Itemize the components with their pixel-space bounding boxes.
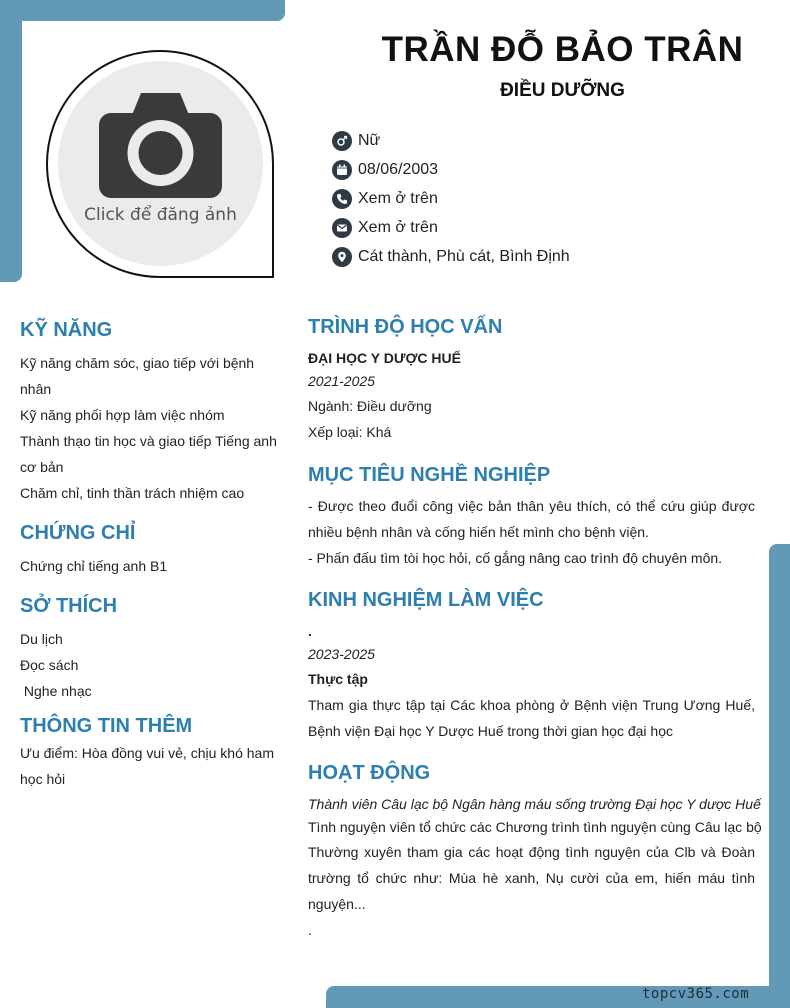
decor-bar-right xyxy=(769,544,790,1008)
photo-upload-label[interactable]: Click để đăng ảnh xyxy=(84,205,237,225)
email-icon xyxy=(332,218,352,238)
activity-role: Tình nguyện viên tổ chức các Chương trình tình nguyện cùng Câu lạc bộ xyxy=(308,819,762,835)
experience-period: 2023-2025 xyxy=(308,646,375,662)
experience-company: . xyxy=(308,623,312,639)
extra-info-heading: THÔNG TIN THÊM xyxy=(20,715,193,737)
skill-item: Kỹ năng phối hợp làm việc nhóm xyxy=(20,407,225,423)
certificate-item: Chứng chỉ tiếng anh B1 xyxy=(20,558,168,574)
hobby-item: Du lịch xyxy=(20,631,63,647)
watermark: topcv365.com xyxy=(642,986,750,1002)
contact-address-value: Cát thành, Phù cát, Bình Định xyxy=(358,248,570,265)
phone-icon xyxy=(332,189,352,209)
education-major: Ngành: Điều dưỡng xyxy=(308,398,432,414)
skills-heading: KỸ NĂNG xyxy=(20,319,113,341)
experience-heading: KINH NGHIỆM LÀM VIỆC xyxy=(308,589,544,611)
activity-description: Thường xuyên tham gia các hoạt động tình nguyện của Clb và Đoàn trường tổ chức như: Mùa hè xanh, Nụ cười của em, hiến máu tình nguyện... xyxy=(308,844,755,912)
experience-position: Thực tập xyxy=(308,671,368,687)
contact-email xyxy=(332,217,438,239)
skill-item: Thành thạo tin học và giao tiếp Tiếng anh cơ bản xyxy=(20,433,277,475)
activity-organization: Thành viên Câu lạc bộ Ngân hàng máu sống trường Đại học Y dược Huế xyxy=(308,796,761,812)
contact-gender xyxy=(332,130,380,152)
certificates-heading: CHỨNG CHỈ xyxy=(20,522,136,544)
education-school: ĐẠI HỌC Y DƯỢC HUẾ xyxy=(308,350,461,366)
contact-birthday xyxy=(332,159,438,181)
education-period: 2021-2025 xyxy=(308,373,375,389)
hobbies-heading: SỞ THÍCH xyxy=(20,595,118,617)
extra-info-text: Ưu điểm: Hòa đồng vui vẻ, chịu khó ham học hỏi xyxy=(20,745,274,787)
objective-heading: MỤC TIÊU NGHỀ NGHIỆP xyxy=(308,464,551,486)
decor-bar-top xyxy=(0,0,285,21)
objective-line: - Phấn đấu tìm tòi học hỏi, cố gắng nâng cao trình độ chuyên môn. xyxy=(308,550,723,566)
skill-item: Chăm chỉ, tinh thần trách nhiệm cao xyxy=(20,485,245,501)
calendar-icon xyxy=(332,160,352,180)
experience-description: Tham gia thực tập tại Các khoa phòng ở Bệnh viện Trung Ương Huế, Bệnh viện Đại học Y Dược Huế trong thời gian học đại học xyxy=(308,697,755,739)
education-heading: TRÌNH ĐỘ HỌC VẤN xyxy=(308,316,503,338)
candidate-name: TRẦN ĐỖ BẢO TRÂN xyxy=(381,30,744,69)
contact-phone-value: Xem ở trên xyxy=(358,190,438,207)
location-icon xyxy=(332,247,352,267)
camera-icon[interactable] xyxy=(99,93,222,198)
contact-gender-value: Nữ xyxy=(358,132,381,149)
objective-line: - Được theo đuổi công việc bản thân yêu thích, có thể cứu giúp được nhiều bệnh nhân và cống hiến hết mình cho bệnh viện. xyxy=(308,498,755,540)
skill-item: Kỹ năng chăm sóc, giao tiếp với bệnh nhân xyxy=(20,355,255,397)
contact-email-value: Xem ở trên xyxy=(358,219,438,236)
activities-heading: HOẠT ĐỘNG xyxy=(308,762,431,784)
decor-bar-left xyxy=(0,0,22,282)
education-grade: Xếp loại: Khá xyxy=(308,424,392,440)
hobby-item: Nghe nhạc xyxy=(20,683,92,699)
job-title: ĐIỀU DƯỠNG xyxy=(500,80,625,101)
hobby-item: Đọc sách xyxy=(20,657,79,673)
contact-address xyxy=(332,246,570,268)
gender-icon xyxy=(332,131,352,151)
activity-trailing: . xyxy=(308,922,312,938)
contact-birthday-value: 08/06/2003 xyxy=(358,161,439,178)
contact-phone xyxy=(332,188,438,210)
